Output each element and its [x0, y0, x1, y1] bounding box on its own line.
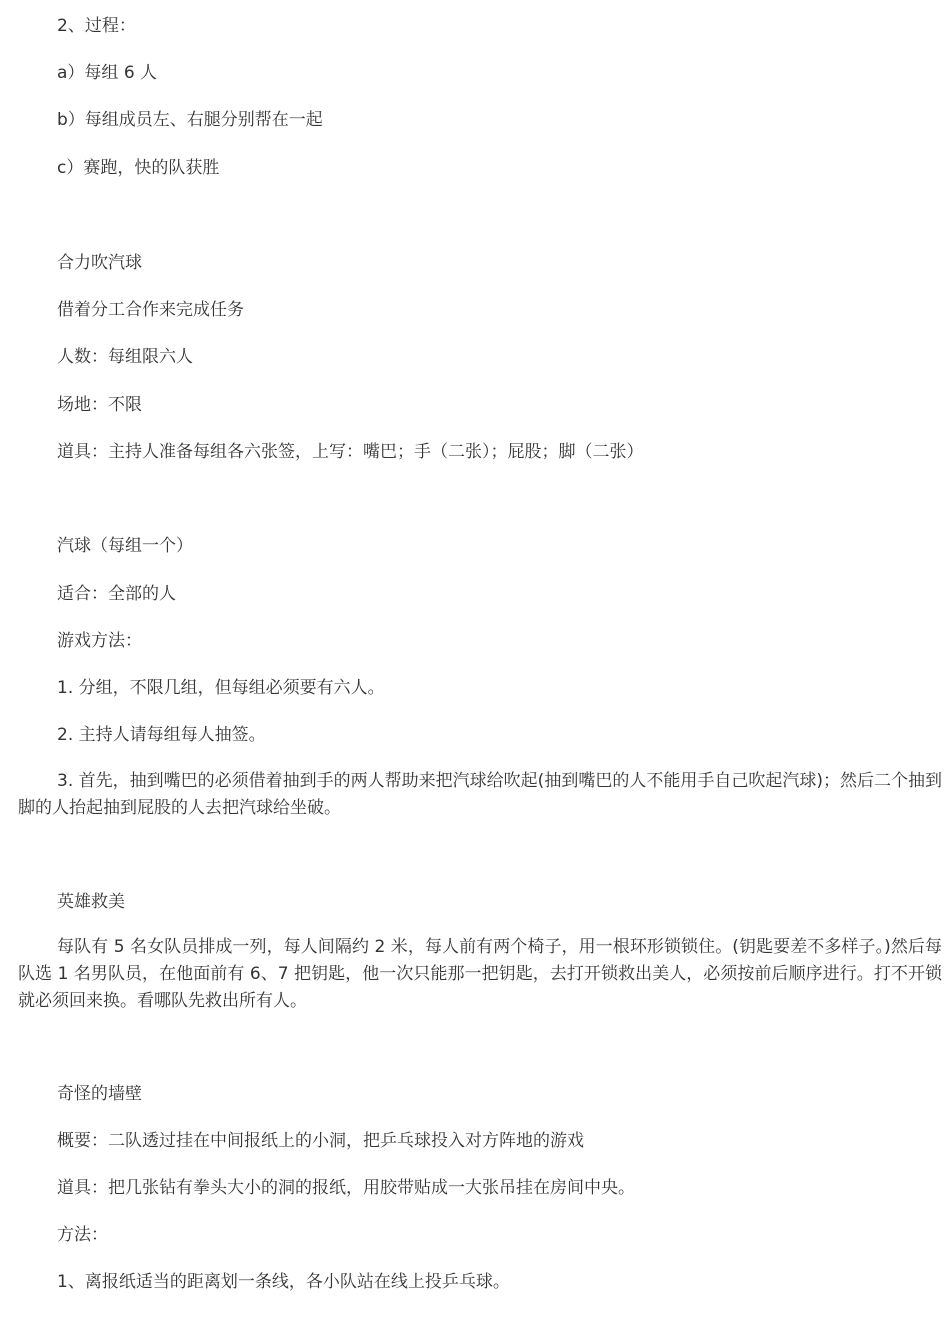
- balloon-game-venue: 场地：不限: [57, 395, 142, 415]
- balloon-game-method: 游戏方法：: [57, 631, 142, 651]
- process-item-c: c）赛跑，快的队获胜: [57, 158, 220, 178]
- balloon-game-step-3: 3. 首先，抽到嘴巴的必须借着抽到手的两人帮助来把汽球给吹起(抽到嘴巴的人不能用手自己吹起汽球)；然后二个抽到脚的人抬起抽到屁股的人去把汽球给坐破。: [18, 771, 942, 818]
- balloon-game-description: 借着分工合作来完成任务: [57, 300, 244, 320]
- process-item-a: a）每组 6 人: [57, 63, 158, 83]
- balloon-game-step-2: 2. 主持人请每组每人抽签。: [57, 725, 266, 745]
- strange-wall-method: 方法：: [57, 1225, 108, 1245]
- process-item-b: b）每组成员左、右腿分别帮在一起: [57, 110, 323, 130]
- balloon-game-balloon: 汽球（每组一个）: [57, 536, 193, 556]
- strange-wall-title: 奇怪的墙壁: [57, 1084, 142, 1104]
- strange-wall-summary: 概要：二队透过挂在中间报纸上的小洞，把乒乓球投入对方阵地的游戏: [57, 1131, 584, 1151]
- process-heading: 2、过程：: [57, 16, 136, 36]
- hero-rescue-title: 英雄救美: [57, 892, 125, 912]
- strange-wall-step-1: 1、离报纸适当的距离划一条线，各小队站在线上投乒乓球。: [57, 1272, 510, 1292]
- balloon-game-props: 道具：主持人准备每组各六张签，上写：嘴巴；手（二张）；屁股；脚（二张）: [57, 442, 644, 462]
- balloon-game-title: 合力吹汽球: [57, 253, 142, 273]
- balloon-game-people: 人数：每组限六人: [57, 347, 193, 367]
- balloon-game-suitable: 适合：全部的人: [57, 584, 176, 604]
- balloon-game-step-1: 1. 分组，不限几组，但每组必须要有六人。: [57, 678, 385, 698]
- strange-wall-props: 道具：把几张钻有拳头大小的洞的报纸，用胶带贴成一大张吊挂在房间中央。: [57, 1178, 635, 1198]
- hero-rescue-body: 每队有 5 名女队员排成一列，每人间隔约 2 米，每人前有两个椅子，用一根环形锁锁住。(钥匙要差不多样子。)然后每队选 1 名男队员，在他面前有 6、7 把钥匙，他一次只能那一把钥匙，去打开锁救出美人，必须按前后顺序进行。打不开锁就必须回来换。看哪队先救出所有人。: [18, 937, 942, 1011]
